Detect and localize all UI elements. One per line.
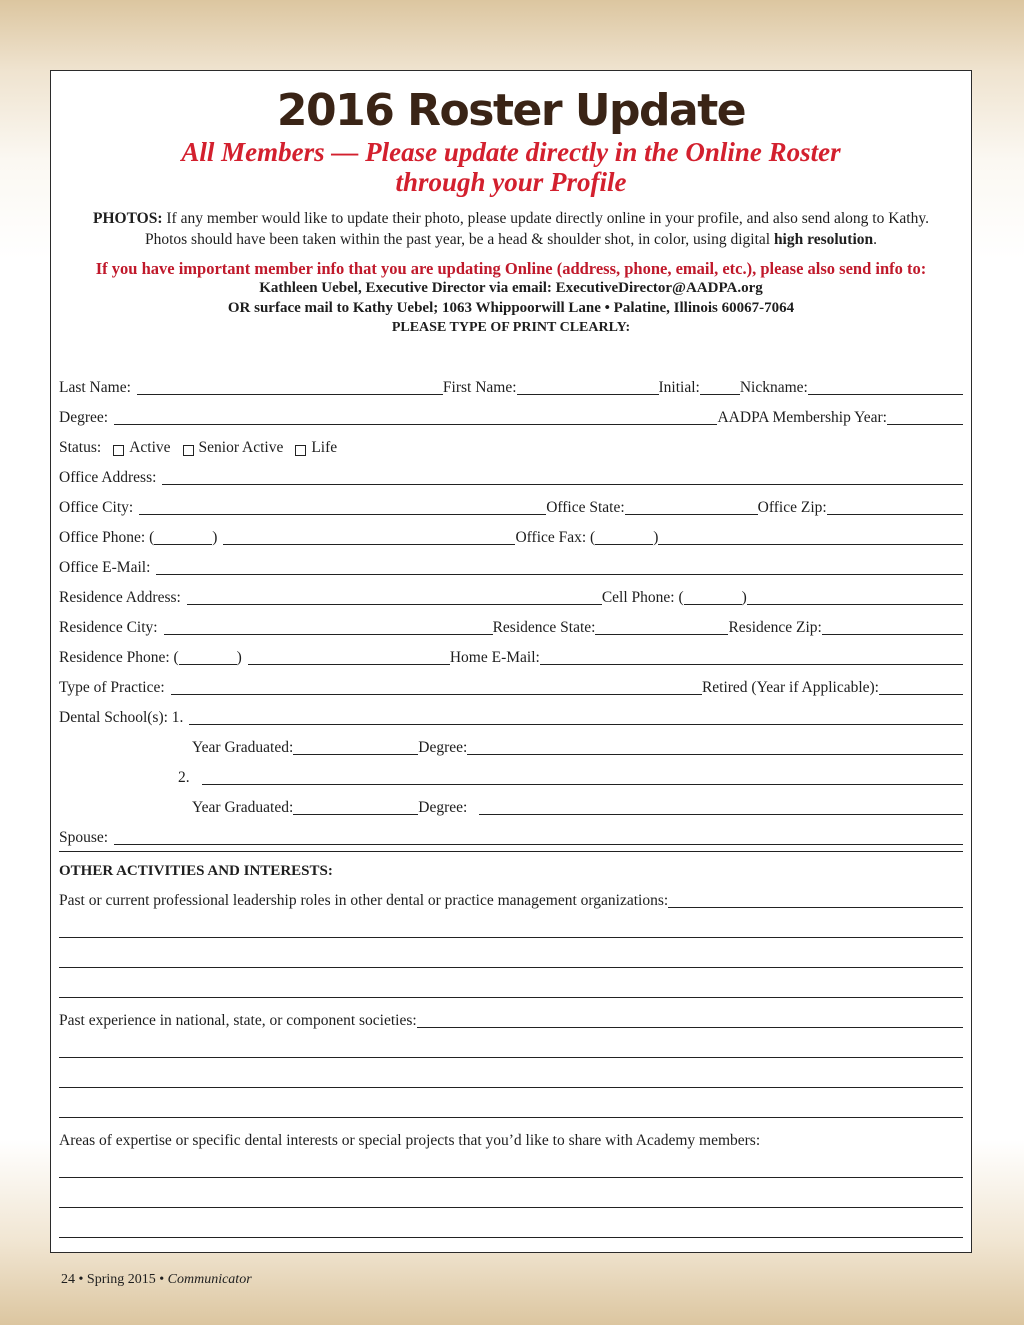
photos-period: .: [873, 231, 878, 248]
residence-address-label: Residence Address:: [59, 589, 181, 606]
answer-line: [59, 1182, 963, 1212]
senior-active-checkbox[interactable]: [183, 445, 194, 456]
residence-zip-field[interactable]: [822, 633, 963, 635]
row-name: [59, 369, 963, 399]
office-city-label: Office City:: [59, 499, 134, 516]
leadership-question: Past or current professional leadership roles in other dental or practice management organizations:: [59, 892, 669, 909]
answer-line: [59, 1092, 963, 1122]
residence-address-field[interactable]: [187, 603, 602, 605]
contact-mail: OR surface mail to Kathy Uebel; 1063 Whippoorwill Lane • Palatine, Illinois 60067-7064: [227, 300, 795, 316]
row-status: [59, 429, 963, 459]
office-zip-field[interactable]: [827, 513, 963, 515]
last-name-label: Last Name:: [59, 379, 131, 396]
office-address-label: Office Address:: [59, 469, 157, 486]
first-name-field[interactable]: [517, 393, 659, 395]
paren-close: ): [653, 529, 659, 546]
year-graduated-2-field[interactable]: [293, 813, 418, 815]
leadership-field-3[interactable]: [59, 966, 963, 968]
last-name-field[interactable]: [137, 393, 443, 395]
societies-field-2[interactable]: [59, 1056, 963, 1058]
answer-line: [59, 1152, 963, 1182]
year-graduated-1-label: Year Graduated:: [192, 739, 294, 756]
dental-school-2-field[interactable]: [202, 783, 963, 785]
retired-label: Retired (Year if Applicable):: [701, 679, 879, 696]
leadership-field-4[interactable]: [59, 996, 963, 998]
office-email-label: Office E-Mail:: [59, 559, 151, 576]
office-city-field[interactable]: [139, 513, 546, 515]
row-office-phone: [59, 519, 963, 549]
paren-close: ): [212, 529, 218, 546]
update-alert: If you have important member info that you are updating Online (address, phone, email, etc.), please also send info to:: [95, 259, 927, 278]
row-school-2-details: [59, 789, 963, 819]
subtitle-line-1: All Members — Please update directly in the Online Roster: [181, 137, 841, 167]
expertise-field-3[interactable]: [59, 1236, 963, 1238]
office-state-label: Office State:: [546, 499, 625, 516]
active-checkbox[interactable]: [113, 445, 124, 456]
row-residence-address: [59, 579, 963, 609]
year-graduated-1-field[interactable]: [293, 753, 418, 755]
contact-email: Kathleen Uebel, Executive Director via email: ExecutiveDirector@AADPA.org: [259, 280, 763, 296]
expertise-question: Areas of expertise or specific dental interests or special projects that you’d like to share with Academy members:: [59, 1132, 761, 1149]
expertise-field-2[interactable]: [59, 1206, 963, 1208]
footer-publication: Communicator: [167, 1272, 252, 1287]
first-name-label: First Name:: [442, 379, 517, 396]
row-q2: [59, 1002, 963, 1032]
leadership-field-1[interactable]: [668, 906, 963, 908]
activities-heading: OTHER ACTIVITIES AND INTERESTS:: [59, 863, 333, 879]
residence-state-field[interactable]: [595, 633, 728, 635]
row-spouse: [59, 819, 963, 849]
membership-year-label: AADPA Membership Year:: [717, 409, 887, 426]
office-phone-label: Office Phone: (: [59, 529, 155, 546]
degree-2-field[interactable]: [479, 813, 963, 815]
residence-state-label: Residence State:: [492, 619, 596, 636]
retired-field[interactable]: [879, 693, 963, 695]
office-fax-area-field[interactable]: [595, 543, 653, 545]
status-label: Status:: [59, 439, 102, 456]
row-office-email: [59, 549, 963, 579]
photos-note: [61, 208, 961, 250]
photos-text-2: Photos should have been taken within the past year, be a head & shoulder shot, in color, using digital: [144, 231, 771, 248]
row-residence-phone: [59, 639, 963, 669]
dental-school-1-field[interactable]: [189, 723, 963, 725]
row-residence-city: [59, 609, 963, 639]
activities-heading-row: [59, 851, 963, 882]
row-school-1-details: [59, 729, 963, 759]
row-office-city: [59, 489, 963, 519]
nickname-field[interactable]: [808, 393, 963, 395]
degree-field[interactable]: [114, 423, 717, 425]
residence-phone-label: Residence Phone: (: [59, 649, 179, 666]
nickname-label: Nickname:: [739, 379, 808, 396]
row-degree: [59, 399, 963, 429]
answer-line: [59, 912, 963, 942]
senior-active-label: Senior Active: [198, 439, 284, 456]
degree-1-field[interactable]: [467, 753, 963, 755]
photos-text-1: If any member would like to update their photo, please update directly online in your profile, and also send along to Kathy.: [166, 210, 929, 227]
office-zip-label: Office Zip:: [757, 499, 827, 516]
page-footer: [61, 1272, 252, 1288]
school-2-label: 2.: [178, 769, 190, 786]
page-title: 2016 Roster Update: [276, 85, 746, 136]
row-q3: [59, 1122, 963, 1152]
paren-close: ): [236, 649, 242, 666]
office-fax-field[interactable]: [658, 543, 963, 545]
expertise-field-1[interactable]: [59, 1176, 963, 1178]
row-practice: [59, 669, 963, 699]
row-q1: [59, 882, 963, 912]
office-phone-field[interactable]: [223, 543, 515, 545]
leadership-field-2[interactable]: [59, 936, 963, 938]
degree-label: Degree:: [59, 409, 109, 426]
degree-1-label: Degree:: [418, 739, 468, 756]
life-label: Life: [311, 439, 338, 456]
print-instruction: PLEASE TYPE OF PRINT CLEARLY:: [391, 320, 631, 335]
type-of-practice-label: Type of Practice:: [59, 679, 165, 696]
row-dental-school-2: [59, 759, 963, 789]
residence-zip-label: Residence Zip:: [728, 619, 822, 636]
societies-question: Past experience in national, state, or component societies:: [59, 1012, 417, 1029]
office-fax-label: Office Fax: (: [515, 529, 596, 546]
answer-line: [59, 1212, 963, 1242]
office-email-field[interactable]: [156, 573, 963, 575]
photos-label: PHOTOS:: [93, 210, 163, 227]
residence-city-label: Residence City:: [59, 619, 158, 636]
cell-phone-label: Cell Phone: (: [601, 589, 684, 606]
cell-phone-field[interactable]: [747, 603, 963, 605]
roster-form: [59, 369, 963, 1242]
answer-line: [59, 942, 963, 972]
answer-line: [59, 972, 963, 1002]
life-checkbox[interactable]: [295, 445, 306, 456]
active-label: Active: [129, 439, 171, 456]
photos-bold: high resolution: [773, 231, 874, 248]
cell-phone-area-field[interactable]: [684, 603, 742, 605]
home-email-field[interactable]: [540, 663, 963, 665]
residence-phone-field[interactable]: [248, 663, 450, 665]
societies-field-3[interactable]: [59, 1086, 963, 1088]
paren-close: ): [741, 589, 747, 606]
degree-2-label: Degree:: [418, 799, 468, 816]
year-graduated-2-label: Year Graduated:: [192, 799, 294, 816]
answer-line: [59, 1062, 963, 1092]
form-frame: [50, 70, 972, 1253]
dental-school-label: Dental School(s): 1.: [59, 709, 184, 726]
footer-text: 24 • Spring 2015 •: [61, 1272, 165, 1287]
home-email-label: Home E-Mail:: [449, 649, 540, 666]
societies-field-1[interactable]: [417, 1026, 963, 1028]
initial-field[interactable]: [700, 393, 740, 395]
answer-line: [59, 1032, 963, 1062]
office-address-field[interactable]: [162, 483, 963, 485]
row-office-address: [59, 459, 963, 489]
row-dental-school-1: [59, 699, 963, 729]
residence-phone-area-field[interactable]: [179, 663, 237, 665]
subtitle-line-2: through your Profile: [395, 167, 627, 197]
type-of-practice-field[interactable]: [171, 693, 702, 695]
office-phone-area-field[interactable]: [154, 543, 212, 545]
initial-label: Initial:: [658, 379, 700, 396]
spouse-field[interactable]: [114, 843, 963, 845]
membership-year-field[interactable]: [887, 423, 963, 425]
office-state-field[interactable]: [625, 513, 758, 515]
residence-city-field[interactable]: [164, 633, 493, 635]
societies-field-4[interactable]: [59, 1116, 963, 1118]
subtitle: [51, 137, 971, 197]
spouse-label: Spouse:: [59, 829, 109, 846]
